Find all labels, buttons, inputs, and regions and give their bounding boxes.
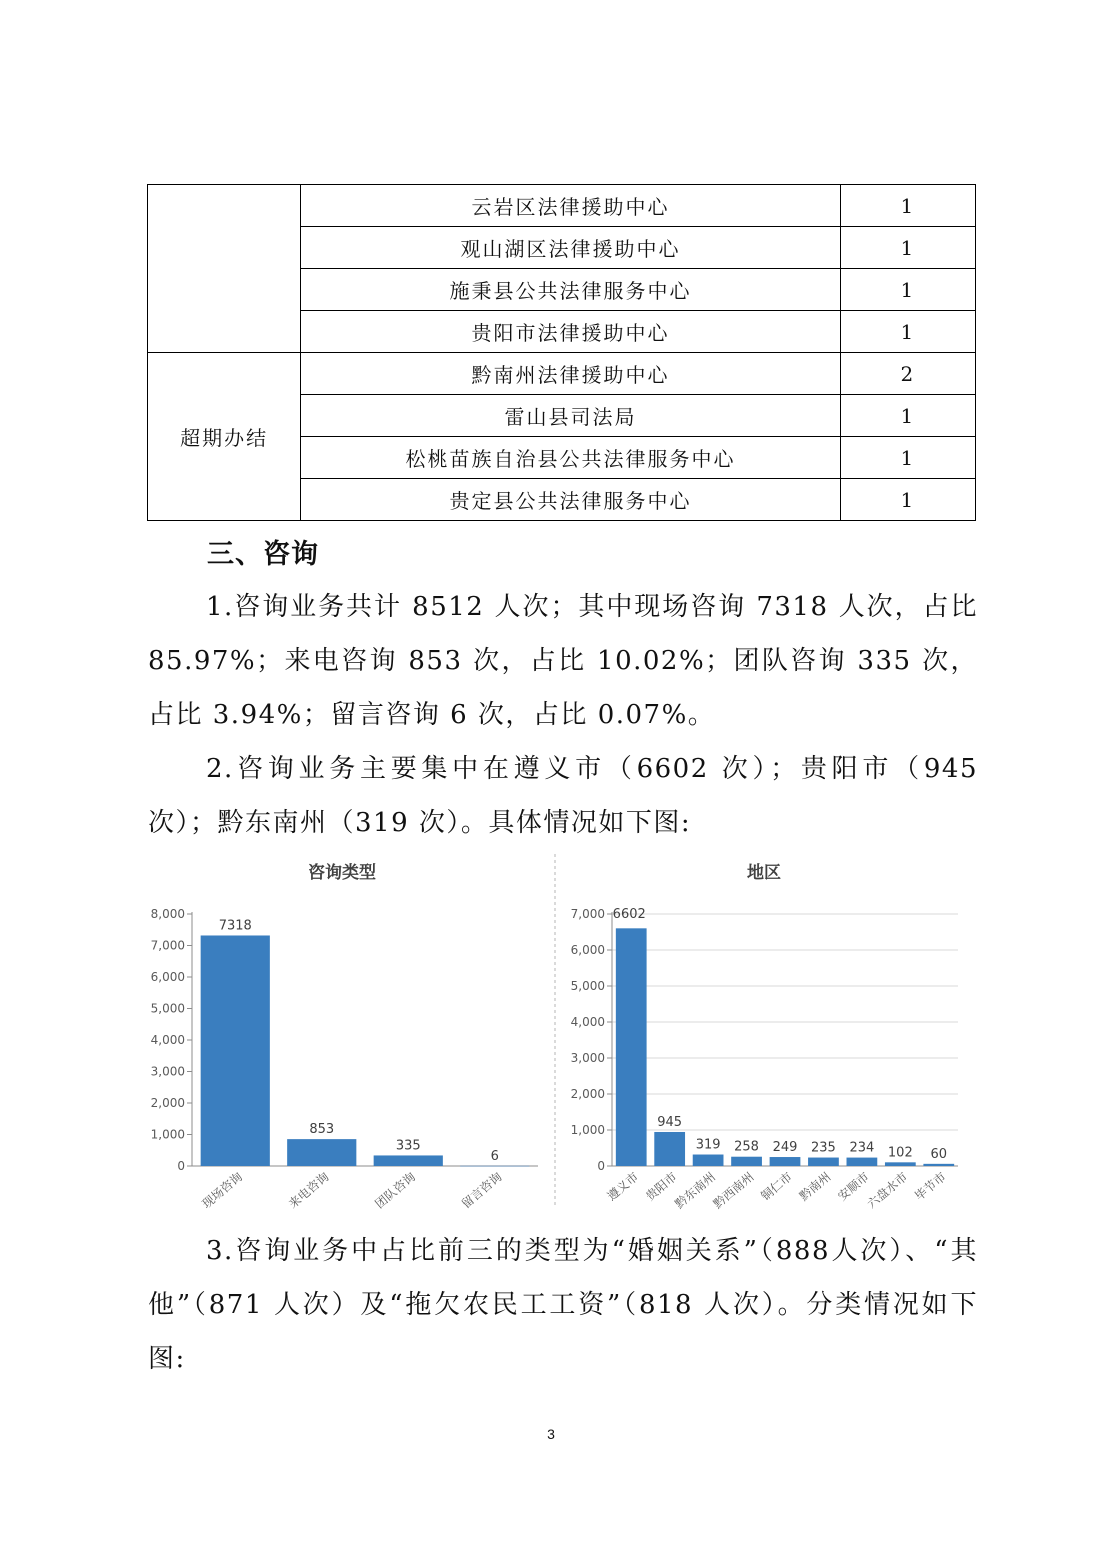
type-ytick-label: 2,000 [150,1096,185,1110]
table-cell-count: 2 [840,353,975,395]
table-cell-name: 贵定县公共法律服务中心 [301,479,841,521]
region-bar [885,1162,916,1166]
results-table [147,184,976,521]
type-category-label: 来电咨询 [285,1169,332,1212]
type-category-label: 现场咨询 [199,1169,246,1212]
region-data-label: 249 [772,1140,798,1156]
region-ytick-label: 2,000 [570,1087,605,1101]
charts-figure [140,852,970,1212]
region-bar [654,1132,685,1166]
type-chart-title: 咨询类型 [308,863,376,883]
type-category-label: 团队咨询 [372,1169,419,1212]
type-bar [201,935,270,1166]
page-number: 3 [547,1426,555,1442]
type-bar [287,1139,356,1166]
region-bar [616,928,647,1166]
table-cell-count: 1 [840,437,975,479]
region-ytick-label: 5,000 [570,979,605,993]
region-category-label: 遵义市 [604,1169,642,1204]
type-data-label: 853 [309,1122,335,1138]
table-cell-name: 黔南州法律援助中心 [301,353,841,395]
paragraph-consult-category: 3.咨询业务中占比前三的类型为“婚姻关系”（888人次）、“其他”（871 人次）及“拖欠农民工工资”（818 人次）。分类情况如下图: [148,1236,978,1374]
region-ytick-label: 4,000 [570,1015,605,1029]
table-cell-count: 1 [840,479,975,521]
region-bar [923,1164,954,1166]
type-data-label: 335 [395,1138,421,1154]
table-group-cell-empty [148,185,301,353]
type-data-label: 7318 [218,918,252,934]
region-data-label: 945 [657,1114,683,1130]
type-ytick-label: 5,000 [150,1001,185,1016]
region-data-label: 234 [849,1140,875,1156]
table-cell-name: 松桃苗族自治县公共法律服务中心 [301,437,841,479]
region-category-label: 黔东南州 [672,1169,719,1212]
region-category-label: 黔南州 [796,1169,834,1204]
type-bar [460,1166,529,1167]
type-ytick-label: 8,000 [150,907,185,921]
region-category-label: 安顺市 [835,1169,872,1204]
region-bar [808,1158,839,1166]
type-data-label: 6 [490,1148,499,1164]
table-row [148,353,976,395]
type-category-label: 留言咨询 [458,1169,505,1212]
region-ytick-label: 3,000 [570,1051,605,1065]
region-data-label: 319 [695,1137,721,1153]
region-ytick-label: 7,000 [570,907,605,921]
region-bar [731,1157,762,1166]
table-cell-count: 1 [840,227,975,269]
region-data-label: 102 [887,1145,913,1161]
region-category-label: 毕节市 [912,1169,949,1204]
table-cell-name: 雷山县司法局 [301,395,841,437]
region-ytick-label: 6,000 [570,943,605,957]
type-bar [374,1155,443,1166]
type-ytick-label: 6,000 [150,970,185,984]
section-heading: 三、咨询 [207,539,319,570]
type-ytick-label: 0 [177,1159,185,1173]
table-group-cell: 超期办结 [148,353,301,521]
region-data-label: 258 [734,1139,759,1155]
type-ytick-label: 7,000 [150,938,185,953]
region-data-label: 6602 [612,907,646,922]
region-ytick-label: 1,000 [570,1123,605,1137]
paragraph-consult-total: 1.咨询业务共计 8512 人次；其中现场咨询 7318 人次，占比 85.97%；来电咨询 853 次，占比 10.02%；团队咨询 335 次，占比 3.94%；留言咨询 6 次，占比 0.07%。 [148,592,978,730]
type-ytick-label: 3,000 [150,1064,185,1079]
region-category-label: 黔西南州 [710,1169,757,1212]
table-cell-count: 1 [840,395,975,437]
type-ytick-label: 4,000 [150,1033,185,1047]
table-cell-count: 1 [840,311,975,353]
paragraph-consult-region: 2.咨询业务主要集中在遵义市（6602 次）；贵阳市（945 次）；黔东南州（319 次）。具体情况如下图: [148,754,978,838]
type-ytick-label: 1,000 [150,1127,185,1142]
table-cell-count: 1 [840,269,975,311]
table-cell-count: 1 [840,185,975,227]
table-cell-name: 观山湖区法律援助中心 [301,227,841,269]
region-category-label: 铜仁市 [758,1169,795,1204]
table-cell-name: 云岩区法律援助中心 [301,185,841,227]
region-bar [693,1155,724,1166]
region-bar [770,1157,801,1166]
charts-svg [140,852,970,1212]
table-cell-name: 施秉县公共法律服务中心 [301,269,841,311]
region-category-label: 六盘水市 [864,1169,911,1212]
region-data-label: 60 [930,1146,948,1162]
region-bar [847,1158,878,1166]
region-ytick-label: 0 [597,1159,605,1173]
region-chart-title: 地区 [747,863,781,883]
region-category-label: 贵阳市 [643,1169,680,1204]
table-cell-name: 贵阳市法律援助中心 [301,311,841,353]
region-data-label: 235 [811,1140,836,1156]
table-row [148,185,976,227]
